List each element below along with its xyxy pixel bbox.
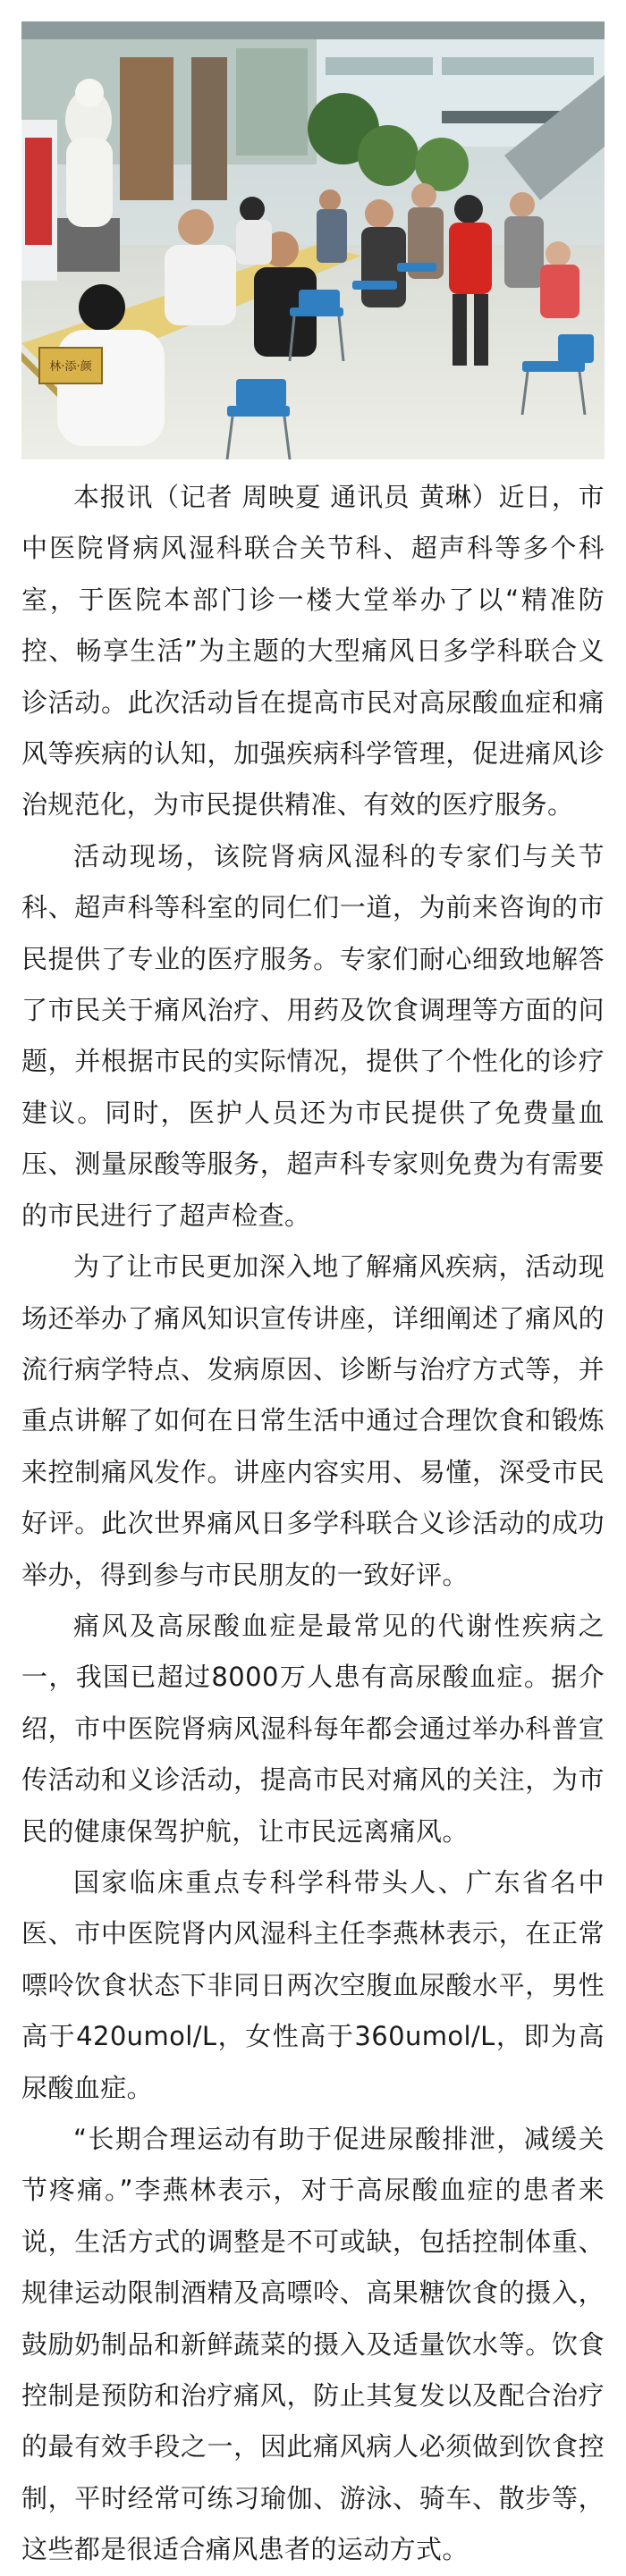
paragraph-3: 为了让市民更加深入地了解痛风疾病，活动现场还举办了痛风知识宣传讲座，详细阐述了痛风的流行病学特点、发病原因、诊断与治疗方式等，并重点讲解了如何在日常生活中通过合理饮食和锻炼来控制痛风发作。讲座内容实用、易懂，深受市民好评。此次世界痛风日多学科联合义诊活动的成功举办，得到参与市民朋友的一致好评。: [21, 1251, 605, 1590]
paragraph-2: 活动现场，该院肾病风湿科的专家们与关节科、超声科等科室的同仁们一道，为前来咨询的市民提供了专业的医疗服务。专家们耐心细致地解答了市民关于痛风治疗、用药及饮食调理等方面的问题，并根据市民的实际情况，提供了个性化的诊疗建议。同时，医护人员还为市民提供了免费量血压、测量尿酸等服务，超声科专家则免费为有需要的市民进行了超声检查。: [21, 840, 605, 1231]
paragraph-5: 国家临床重点专科学科带头人、广东省名中医、市中医院肾内风湿科主任李燕林表示，在正常嘌呤饮食状态下非同日两次空腹血尿酸水平，男性高于420umol/L，女性高于360umol/L，即为高尿酸血症。: [21, 1866, 605, 2103]
paragraph-6: “长期合理运动有助于促进尿酸排泄，减缓关节疼痛。”李燕林表示，对于高尿酸血症的患者来说，生活方式的调整是不可或缺，包括控制体重、规律运动限制酒精及高嘌呤、高果糖饮食的摄入，鼓励奶制品和新鲜蔬菜的摄入及适量饮水等。饮食控制是预防和治疗痛风，防止其复发以及配合治疗的最有效手段之一，因此痛风病人必须做到饮食控制，平时经常可练习瑜伽、游泳、骑车、散步等，这些都是很适合痛风患者的运动方式。: [21, 2124, 605, 2565]
table-sign-text: 林·添·颜: [49, 360, 92, 374]
paragraph-4: 痛风及高尿酸血症是最常见的代谢性疾病之一，我国已超过8000万人患有高尿酸血症。据介绍，市中医院肾病风湿科每年都会通过举办科普宣传活动和义诊活动，提高市民对痛风的关注，为市民的健康保驾护航，让市民远离痛风。: [21, 1610, 605, 1847]
event-photo: [21, 21, 605, 459]
paragraph-1: 本报讯（记者 周映夏 通讯员 黄琳）近日，市中医院肾病风湿科联合关节科、超声科等多个科室，于医院本部门诊一楼大堂举办了以“精准防控、畅享生活”为主题的大型痛风日多学科联合义诊活动。此次活动旨在提高市民对高尿酸血症和痛风等疾病的认知，加强疾病科学管理，促进痛风诊治规范化，为市民提供精准、有效的医疗服务。: [21, 482, 605, 821]
article-body: [21, 472, 605, 2576]
event-photo-illustration: [21, 21, 605, 459]
